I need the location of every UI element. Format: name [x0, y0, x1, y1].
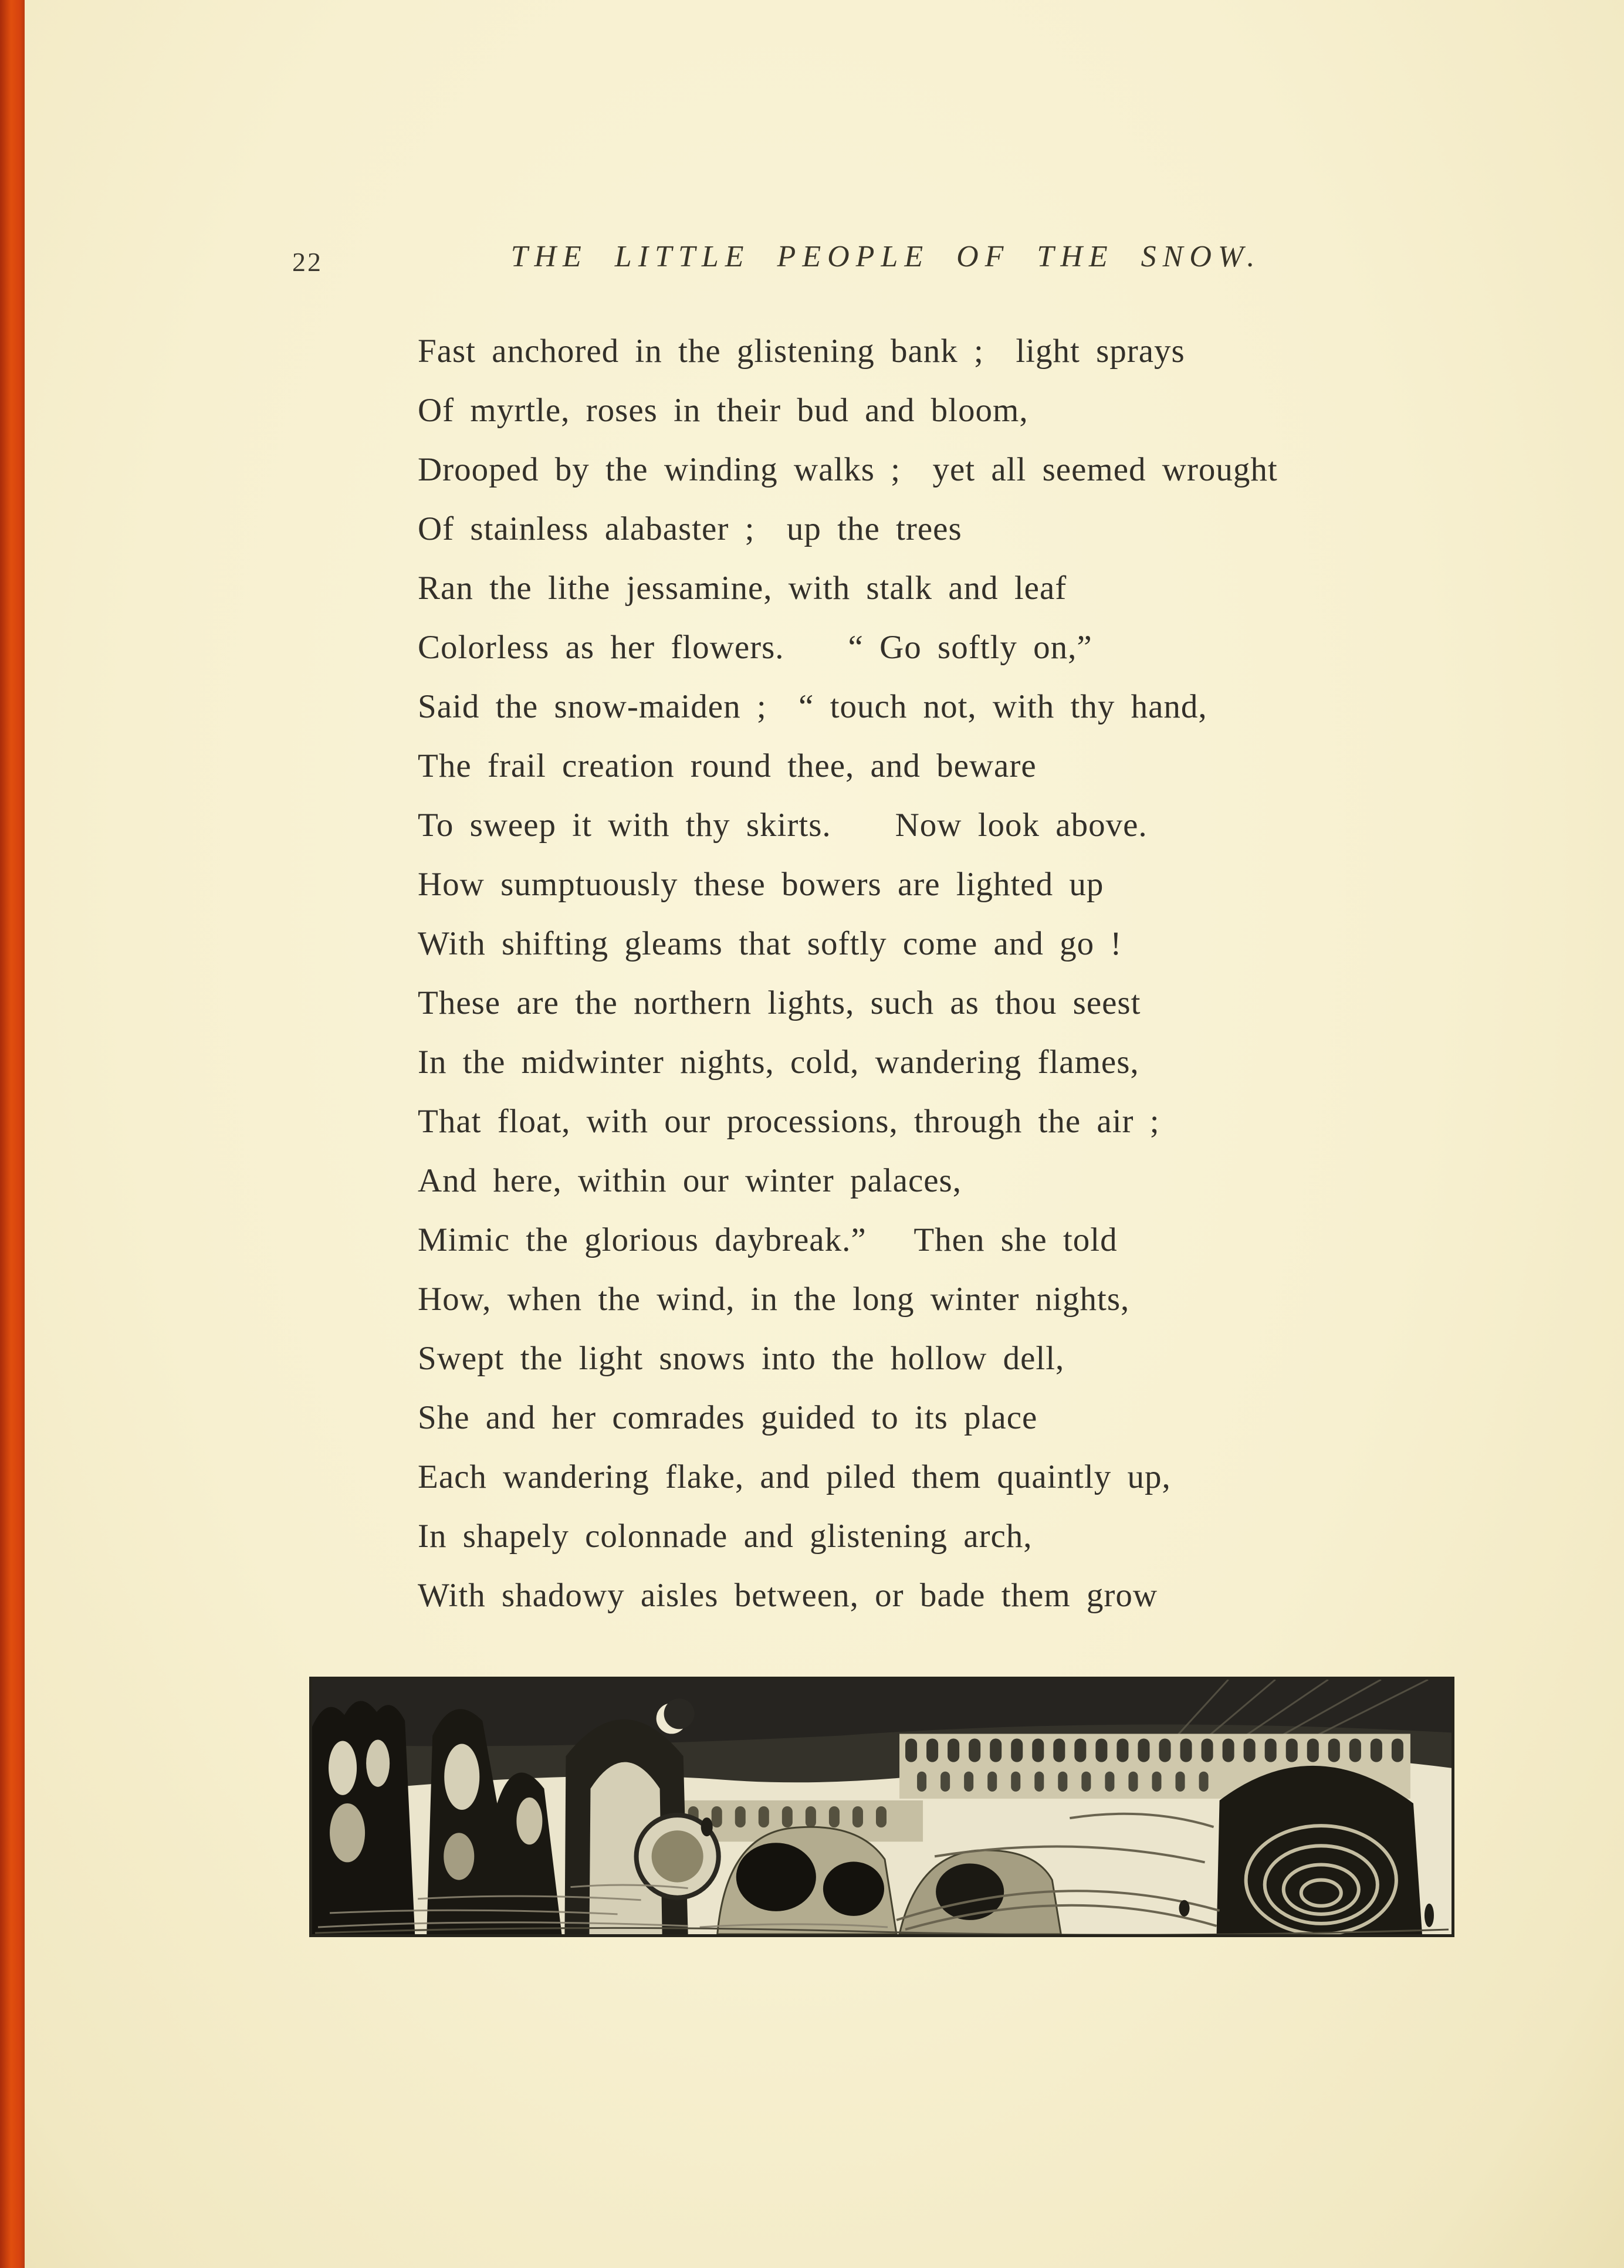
- poem-line: In shapely colonnade and glistening arch,: [418, 1518, 1033, 1555]
- poem-line: In the midwinter nights, cold, wandering flames,: [418, 1044, 1139, 1081]
- illustration-frame: [309, 1677, 1454, 1937]
- poem-line: She and her comrades guided to its place: [418, 1399, 1038, 1436]
- poem-line: Said the snow-maiden ; “ touch not, with thy hand,: [418, 688, 1207, 725]
- poem-line: With shadowy aisles between, or bade them grow: [418, 1577, 1158, 1614]
- poem-line: Drooped by the winding walks ; yet all seemed wrought: [418, 451, 1278, 488]
- page-number: 22: [292, 247, 323, 277]
- poem-line: With shifting gleams that softly come and go !: [418, 925, 1122, 962]
- poem-line: How sumptuously these bowers are lighted up: [418, 866, 1104, 903]
- poem-line: Colorless as her flowers. “ Go softly on,”: [418, 629, 1092, 666]
- binding-edge: [0, 0, 25, 2268]
- poem-line: Swept the light snows into the hollow dell,: [418, 1340, 1065, 1377]
- running-title: THE LITTLE PEOPLE OF THE SNOW.: [510, 240, 1261, 273]
- poem-line: Ran the lithe jessamine, with stalk and leaf: [418, 570, 1067, 607]
- poem-line: These are the northern lights, such as thou seest: [418, 984, 1141, 1021]
- poem-line: Of stainless alabaster ; up the trees: [418, 510, 962, 547]
- poem-line: Each wandering flake, and piled them quaintly up,: [418, 1458, 1171, 1495]
- poem-line: How, when the wind, in the long winter nights,: [418, 1281, 1130, 1318]
- poem-line: And here, within our winter palaces,: [418, 1162, 962, 1199]
- snow-palace-illustration: [312, 1680, 1452, 1934]
- poem-line: Of myrtle, roses in their bud and bloom,: [418, 392, 1028, 429]
- poem-line: Fast anchored in the glistening bank ; light sprays: [418, 333, 1185, 370]
- poem-line: That float, with our processions, through the air ;: [418, 1103, 1160, 1140]
- poem-block: [418, 321, 1486, 1625]
- poem-line: Mimic the glorious daybreak.” Then she told: [418, 1221, 1118, 1258]
- poem-line: To sweep it with thy skirts. Now look above.: [418, 807, 1148, 844]
- poem-line: The frail creation round thee, and beware: [418, 747, 1037, 784]
